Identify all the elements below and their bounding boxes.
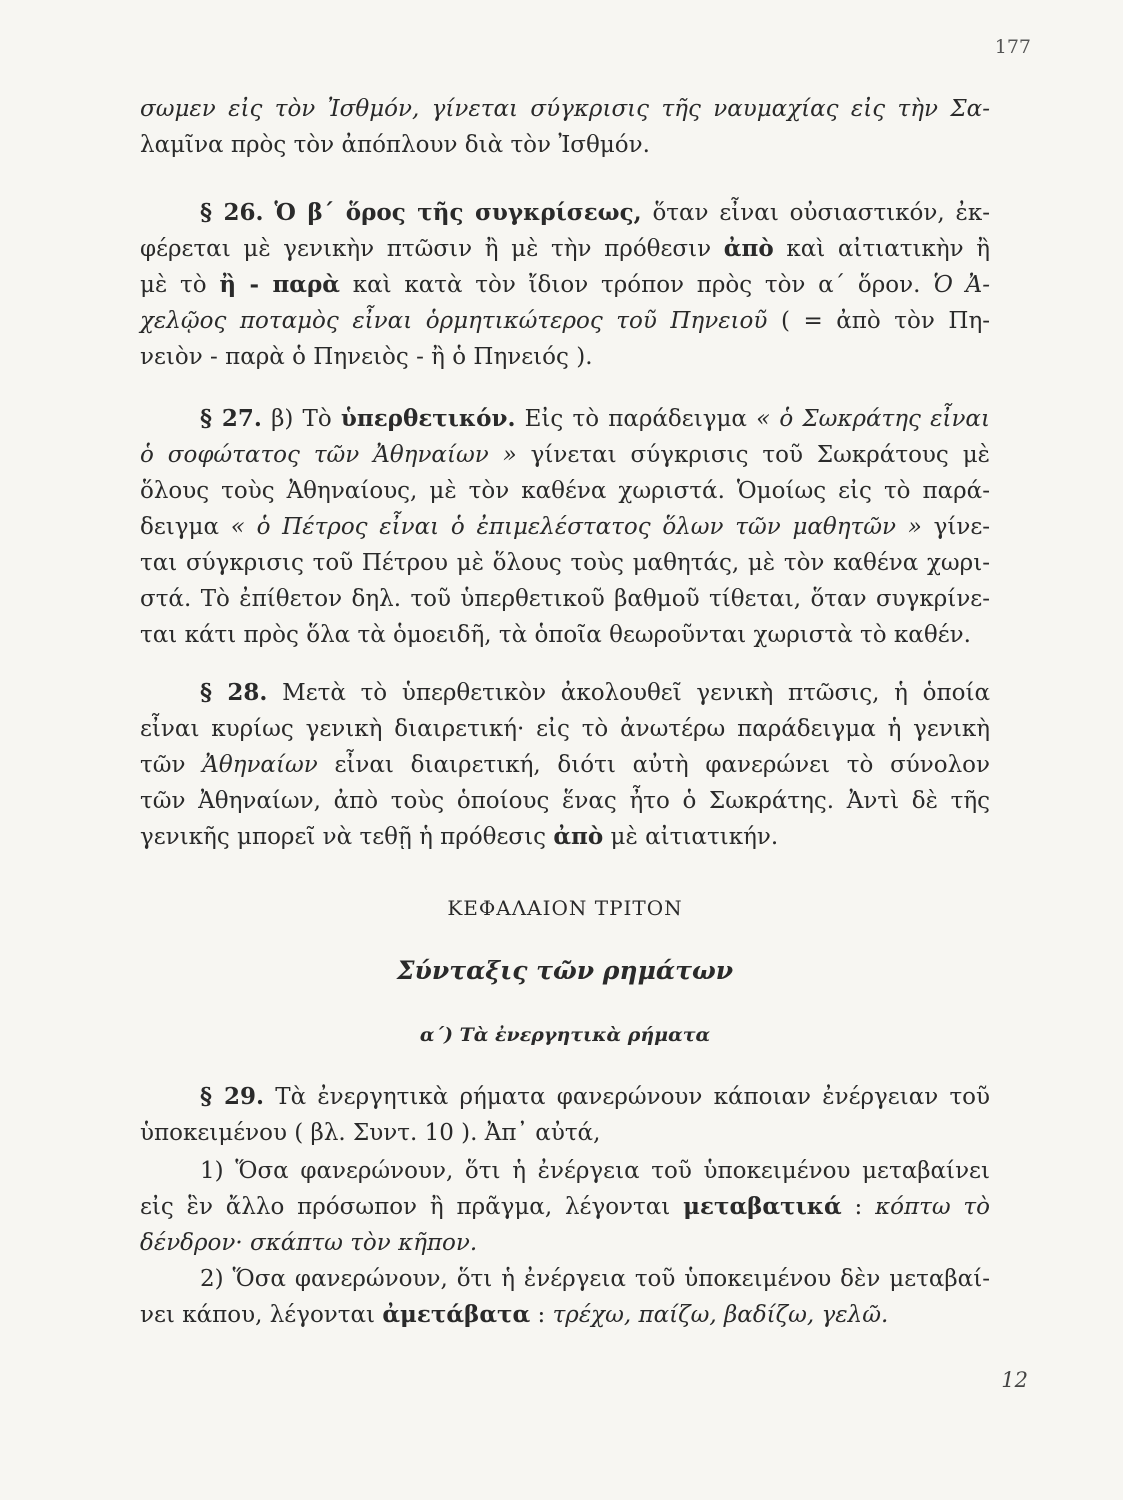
section-26-text: φέρεται μὲ γενικὴν πτῶσιν ἢ μὲ τὴν πρόθεσιν [140, 236, 712, 262]
section-29-example: κόπτω τὸ [875, 1194, 990, 1220]
section-27-text: στά. Τὸ ἐπίθετον δηλ. τοῦ ὑπερθετικοῦ βαθμοῦ τίθεται, ὅταν συγκρίνε- [140, 586, 990, 612]
section-27-text: γίνεται σύγκρισις τοῦ Σωκράτους μὲ [530, 442, 990, 468]
section-27-line-2 [140, 438, 990, 472]
section-27-line-7 [140, 618, 990, 652]
section-26-text: ὅταν εἶναι οὐσιαστικόν, ἐκ- [652, 200, 991, 226]
section-28-text: εἶναι διαιρετική, διότι αὐτὴ φανερώνει τὸ σύνολον [334, 752, 991, 778]
section-27-number: § 27. [200, 405, 262, 432]
intro-text: λαμῖνα πρὸς τὸν ἀπόπλουν διὰ τὸν Ἰσθμόν. [140, 132, 650, 158]
section-26-line-5 [140, 340, 990, 374]
intro-line-2 [140, 128, 990, 162]
section-27-line-6 [140, 582, 990, 616]
section-28-number: § 28. [200, 679, 268, 706]
section-27-term: ὑπερθετικόν. [340, 405, 516, 432]
section-28-line-5 [140, 820, 990, 854]
section-26-text: καὶ αἰτιατικὴν ἢ [786, 236, 991, 262]
section-27-example: « ὁ Σωκράτης εἶναι [756, 406, 990, 432]
section-26-term: ἀπὸ [723, 235, 774, 262]
section-26-example: χελῷος ποταμὸς εἶναι ὁρμητικώτερος τοῦ Πηνειοῦ [140, 308, 768, 334]
section-29-text: νει κάπου, λέγονται [140, 1302, 376, 1328]
section-27-text: γίνε- [933, 514, 991, 540]
section-26-term: ἢ - παρὰ [219, 271, 340, 298]
section-26-line-1 [200, 196, 990, 230]
section-26-text: νειὸν - παρὰ ὁ Πηνειὸς - ἢ ὁ Πηνειός ). [140, 344, 593, 370]
chapter-label: ΚΕΦΑΛΑΙΟΝ ΤΡΙΤΟΝ [447, 896, 683, 920]
section-27-text: ται κάτι πρὸς ὅλα τὰ ὁμοειδῆ, τὰ ὁποῖα θεωροῦνται χωριστὰ τὸ καθέν. [140, 622, 971, 648]
section-27-text: δειγμα [140, 514, 220, 540]
section-28-text: μὲ αἰτιατικήν. [610, 824, 779, 850]
section-28-text: εἶναι κυρίως γενικὴ διαιρετική· εἰς τὸ ἀνωτέρω παράδειγμα ἡ γενικὴ [140, 716, 990, 742]
section-29-item-1-line-1 [200, 1154, 990, 1188]
section-29-term: ἀμετάβατα [382, 1301, 531, 1328]
section-29-item-1-line-2 [140, 1190, 990, 1224]
section-28-text: Μετὰ τὸ ὑπερθετικὸν ἀκολουθεῖ γενικὴ πτῶσις, ἡ ὁποία [282, 680, 990, 706]
section-27-line-4 [140, 510, 990, 544]
section-26-text: ( = ἀπὸ τὸν Πη- [780, 308, 990, 334]
section-28-line-4 [140, 784, 990, 818]
section-29-text: ὑποκειμένου ( βλ. Συντ. 10 ). Ἀπ᾽ αὐτά, [140, 1120, 601, 1146]
subsection-title: α΄) Τὰ ἐνεργητικὰ ρήματα [419, 1024, 711, 1046]
section-28-example: Ἀθηναίων [202, 752, 318, 778]
section-29-line-1 [200, 1080, 990, 1114]
section-27-text: ὅλους τοὺς Ἀθηναίους, μὲ τὸν καθένα χωριστά. Ὁμοίως εἰς τὸ παρά- [140, 478, 990, 504]
section-28-term: ἀπὸ [553, 823, 604, 850]
section-27-text: Εἰς τὸ παράδειγμα [524, 406, 747, 432]
section-28-text: τῶν [140, 752, 186, 778]
section-29-item-2-line-2 [140, 1298, 990, 1332]
section-27-line-3 [140, 474, 990, 508]
section-29-line-2 [140, 1116, 990, 1150]
chapter-title: Σύνταξις τῶν ρημάτων [396, 956, 734, 985]
section-29-text: : [854, 1194, 863, 1220]
section-28-line-1 [200, 676, 990, 710]
section-29-text: : [537, 1302, 546, 1328]
section-26-example: Ὁ Ἀ- [933, 272, 991, 298]
section-29-text: 2) Ὅσα φανερώνουν, ὅτι ἡ ἐνέργεια τοῦ ὑποκειμένου δὲν μεταβαί- [200, 1266, 990, 1292]
section-29-example: τρέχω, παίζω, βαδίζω, γελῶ. [552, 1302, 889, 1328]
section-26-number: § 26. [200, 199, 264, 226]
section-29-term: μεταβατικά [683, 1193, 842, 1220]
page-number: 177 [994, 36, 1031, 58]
intro-line-1 [140, 92, 990, 126]
section-29-text: 1) Ὅσα φανερώνουν, ὅτι ἡ ἐνέργεια τοῦ ὑποκειμένου μεταβαίνει [200, 1158, 990, 1184]
section-26-line-2 [140, 232, 990, 266]
section-26-line-4 [140, 304, 990, 338]
section-27-example: ὁ σοφώτατος τῶν Ἀθηναίων » [140, 442, 517, 468]
section-29-example: δένδρον· σκάπτω τὸν κῆπον. [140, 1230, 478, 1256]
section-29-item-2-line-1 [200, 1262, 990, 1296]
section-27-example: « ὁ Πέτρος εἶναι ὁ ἐπιμελέστατος ὅλων τῶν μαθητῶν » [230, 514, 922, 540]
section-27-text: ται σύγκρισις τοῦ Πέτρου μὲ ὅλους τοὺς μαθητάς, μὲ τὸν καθένα χωρι- [140, 550, 990, 576]
section-27-text: β) Τὸ [271, 406, 332, 432]
section-28-line-3 [140, 748, 990, 782]
section-27-line-1 [200, 402, 990, 436]
section-29-item-1-line-3 [140, 1226, 990, 1260]
section-28-text: τῶν Ἀθηναίων, ἀπὸ τοὺς ὁποίους ἕνας ἦτο ὁ Σωκράτης. Ἀντὶ δὲ τῆς [140, 788, 990, 814]
section-26-term: Ὁ β΄ ὅρος τῆς συγκρίσεως, [274, 199, 642, 226]
section-28-line-2 [140, 712, 990, 746]
section-27-line-5 [140, 546, 990, 580]
section-29-number: § 29. [200, 1083, 264, 1110]
section-29-text: εἰς ἓν ἄλλο πρόσωπον ἢ πρᾶγμα, λέγονται [140, 1194, 671, 1220]
intro-text: σωμεν εἰς τὸν Ἰσθμόν, γίνεται σύγκρισις τῆς ναυμαχίας εἰς τὴν Σα- [140, 96, 990, 122]
section-26-text: μὲ τὸ [140, 272, 207, 298]
signature-mark: 12 [1001, 1368, 1028, 1392]
section-29-text: Τὰ ἐνεργητικὰ ρήματα φανερώνουν κάποιαν ἐνέργειαν τοῦ [275, 1084, 991, 1110]
section-26-line-3 [140, 268, 990, 302]
section-28-text: γενικῆς μπορεῖ νὰ τεθῇ ἡ πρόθεσις [140, 824, 547, 850]
section-26-text: καὶ κατὰ τὸν ἴδιον τρόπον πρὸς τὸν α΄ ὅρον. [352, 272, 921, 298]
